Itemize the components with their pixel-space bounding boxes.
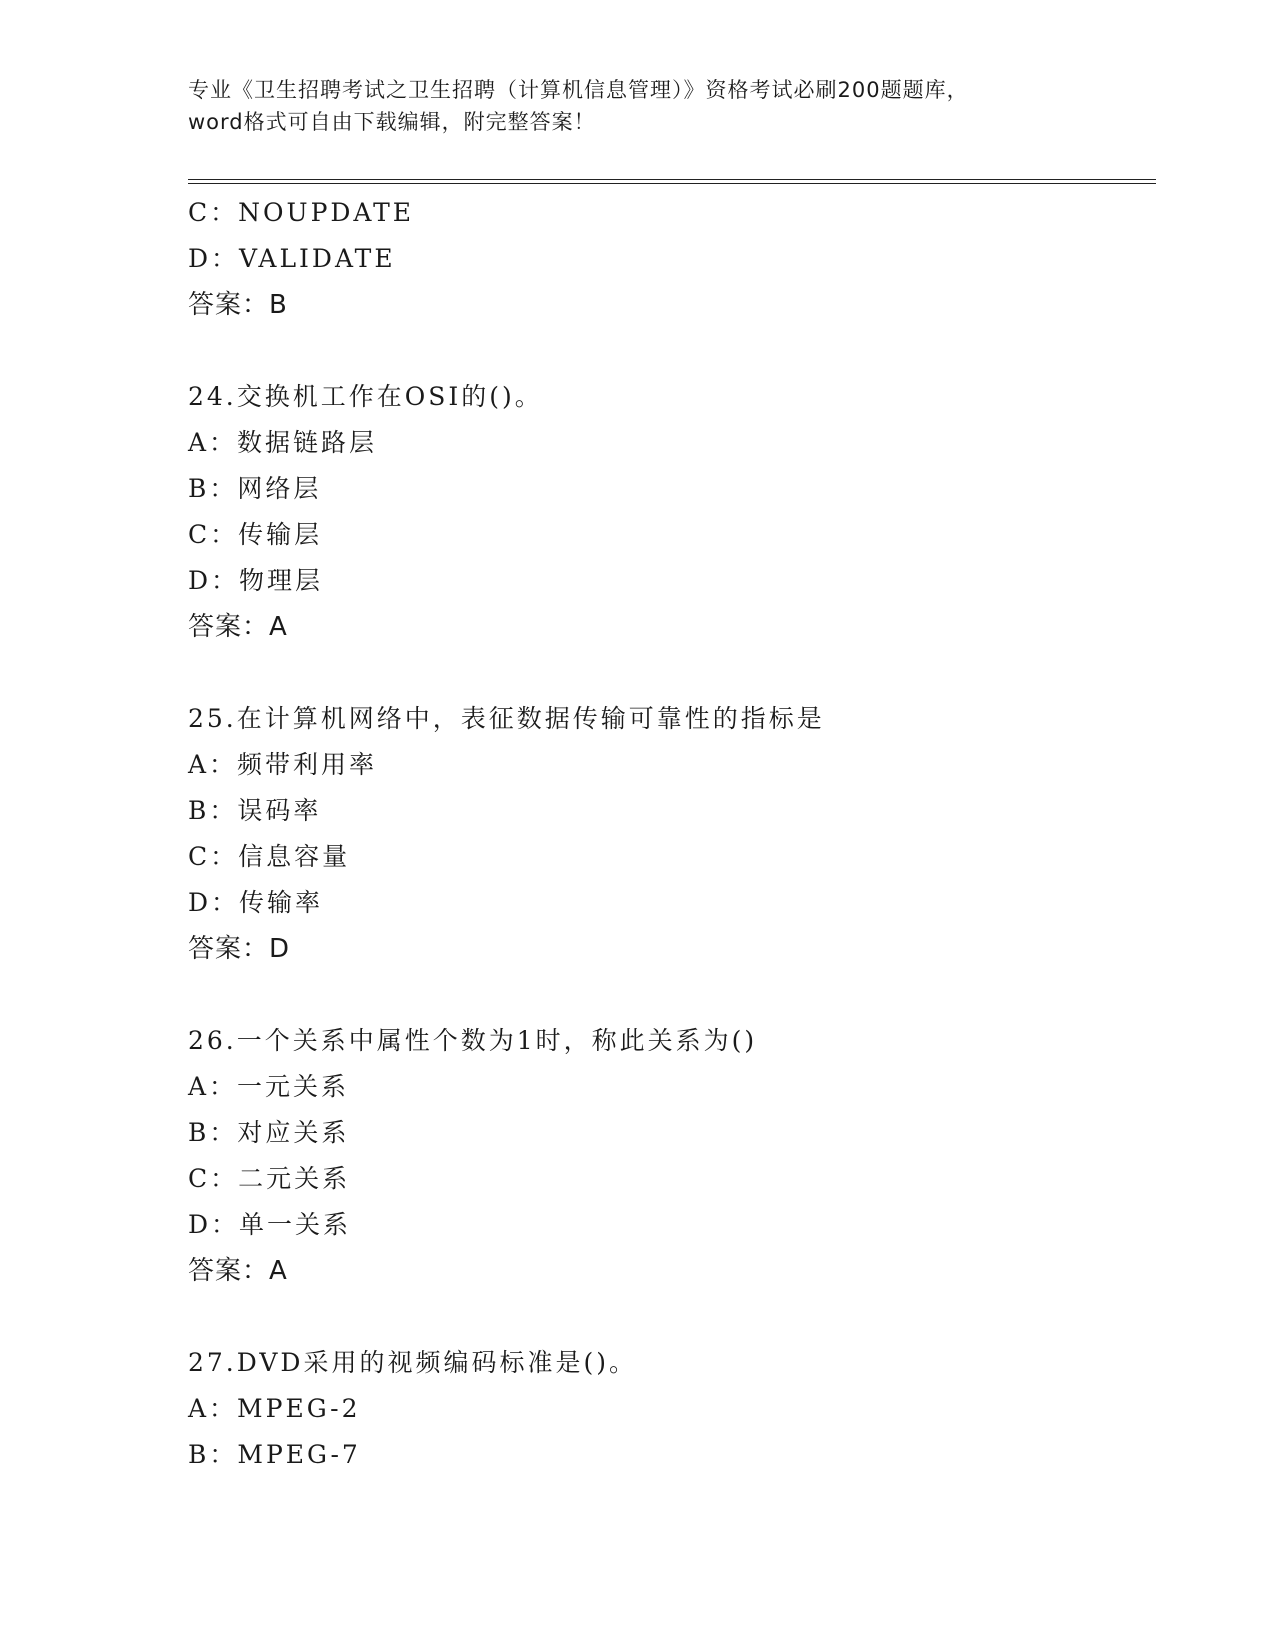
question-text: 24.交换机工作在OSI的()。: [188, 382, 543, 411]
document-header: [188, 74, 1088, 138]
option-c: C：二元关系: [188, 1164, 351, 1193]
spacer: [188, 650, 1156, 696]
option-a: A：数据链路层: [188, 428, 378, 457]
option-d: D：传输率: [188, 888, 324, 917]
answer: 答案：B: [188, 290, 288, 320]
question-block-24: [188, 374, 1156, 650]
answer: 答案：D: [188, 934, 291, 964]
option-d: D：单一关系: [188, 1210, 352, 1239]
spacer: [188, 972, 1156, 1018]
option-d: D：VALIDATE: [188, 244, 396, 273]
option-c: C：传输层: [188, 520, 323, 549]
question-block-prev: [188, 190, 1156, 328]
option-b: B：MPEG-7: [188, 1440, 361, 1469]
header-divider-bottom: [188, 183, 1156, 184]
question-block-25: [188, 696, 1156, 972]
option-c: C：NOUPDATE: [188, 198, 415, 227]
header-divider-top: [188, 179, 1156, 180]
option-d: D：物理层: [188, 566, 324, 595]
option-b: B：对应关系: [188, 1118, 350, 1147]
header-line-1: 专业《卫生招聘考试之卫生招聘（计算机信息管理）》资格考试必刷200题题库，: [188, 78, 969, 102]
header-line-2: word格式可自由下载编辑，附完整答案！: [188, 110, 596, 134]
question-text: 27.DVD采用的视频编码标准是()。: [188, 1348, 637, 1377]
spacer: [188, 1294, 1156, 1340]
option-b: B：误码率: [188, 796, 322, 825]
option-a: A：频带利用率: [188, 750, 378, 779]
answer: 答案：A: [188, 612, 288, 642]
spacer: [188, 328, 1156, 374]
option-a: A：MPEG-2: [188, 1394, 361, 1423]
question-list: [188, 190, 1156, 1478]
option-a: A：一元关系: [188, 1072, 350, 1101]
question-block-27: [188, 1340, 1156, 1478]
question-text: 26.一个关系中属性个数为1时，称此关系为(): [188, 1026, 758, 1055]
option-b: B：网络层: [188, 474, 322, 503]
question-block-26: [188, 1018, 1156, 1294]
question-text: 25.在计算机网络中，表征数据传输可靠性的指标是: [188, 704, 825, 733]
option-c: C：信息容量: [188, 842, 351, 871]
answer: 答案：A: [188, 1256, 288, 1286]
